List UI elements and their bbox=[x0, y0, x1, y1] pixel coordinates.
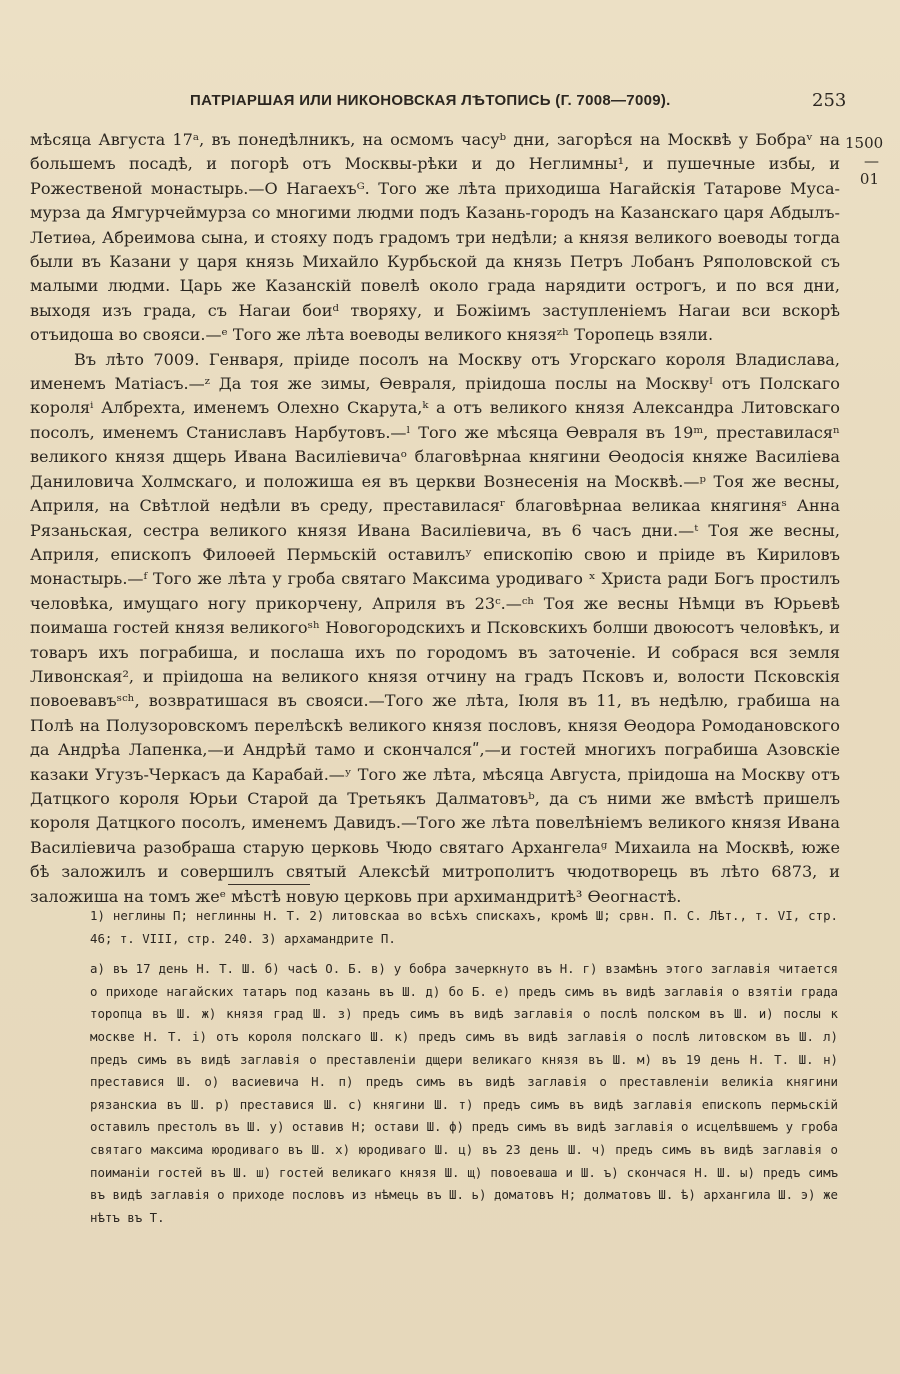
main-text bbox=[30, 128, 840, 909]
footnotes-numbered: 1) неглины П; неглинны Н. Т. 2) литовскаа во всѣхъ спискахъ, кромѣ Ш; срвн. П. С. Лѣт., т. VI, стр. 46; т. VIII, стр. 240. 3) архамандрите П. bbox=[90, 908, 838, 946]
running-header: ПАТРІАРШАЯ ИЛИ НИКОНОВСКАЯ ЛѢТОПИСЬ (Г. 7008—7009). bbox=[190, 92, 671, 109]
footnotes-lettered: а) въ 17 день Н. Т. Ш. б) часѣ О. Б. в) у бобра зачеркнуто въ Н. г) взамѣнъ этого заглавія читается о приходе нагайских татаръ под казань въ Ш. д) бо Б. е) предъ симъ въ видѣ заглавія о взятіи града торопца въ Ш. ж) князя град Ш. з) предъ симъ въ видѣ заглавія о послѣ полском въ Ш. и) послы к москве Н. Т. і) отъ короля полскаго Ш. к) предъ симъ въ видѣ заглавія о послѣ литовском въ Ш. л) предъ симъ въ видѣ заглавія о преставленіи дщери великаго князя въ Ш. м) въ 19 день Н. Т. Ш. н) преставися Ш. о) васиевича Н. п) предъ симъ въ видѣ заглавія о преставленіи великіа княгини рязанскиа въ Ш. р) преставися Ш. с) княгини Ш. т) предъ симъ въ видѣ заглавія епископъ пермьскій оставилъ престолъ въ Ш. у) оставив Н; остави Ш. ф) предъ симъ въ видѣ заглавія о исцелѣвшемъ у гроба святаго максима юродиваго въ Ш. х) юродиваго Ш. ц) въ 23 день Ш. ч) предъ симъ въ видѣ заглавія о поиманіи гостей въ Ш. ш) гостей великаго князя Ш. щ) повоеваша и Ш. ъ) скончася Н. Ш. ы) предъ симъ въ видѣ заглавія о приходе пословъ из нѣмець въ Ш. ь) доматовъ Н; долматовъ Ш. ѣ) архангила Ш. э) же нѣтъ въ Т. bbox=[90, 961, 838, 1225]
body-paragraph-2: Въ лѣто 7009. Генваря, пріиде посолъ на Москву отъ Угорскаго короля Владислава, именемъ Матіасъ.—ᶻ Да тоя же зимы, Ѳевраля, пріидоша послы на Москвуᴵ отъ Полскаго короляⁱ Албрехта, именемъ Олехно Скарута,ᵏ а отъ великого князя Александра Литовскаго посолъ, именемъ Станиславъ Нарбутовъ.—ˡ Того же мѣсяца Ѳевраля въ 19ᵐ, преставиласяⁿ великого князя дщерь Ивана Василіевичаᵒ благовѣрнаа княгини Ѳеодосія княже Василіева Даниловича Холмскаго, и положиша ея въ церкви Вознесенія на Москвѣ.—ᵖ Тоя же весны, Априля, на Свѣтлой недѣли въ среду, преставиласяʳ благовѣрнаа великаа княгиняˢ Анна Рязаньская, сестра великого князя Ивана Василіевича, въ 6 часъ дни.—ᵗ Тоя же весны, Априля, епископъ Филоѳей Пермьскій оставилъʸ епископію свою и пріиде въ Кириловъ монастырь.—ᶠ Того же лѣта у гроба святаго Максима уродиваго ˣ Христа ради Богъ простилъ человѣка, имущаго ногу прикорчену, Априля въ 23ᶜ.—ᶜʰ Тоя же весны Нѣмци въ Юрьевѣ поимаша гостей князя великогоˢʰ Новогородскихъ и Псковскихъ болши двоюсотъ человѣкъ, и товаръ ихъ пограбиша, и послаша ихъ по городомъ въ заточеніе. И собрася вся земля Ливонская², и пріидоша на великого князя отчину на градъ Псковъ и, волости Псковскія повоевавъˢᶜʰ, возвратишася въ свояси.—Того же лѣта, Іюля въ 11, въ недѣлю, грабиша на Полѣ на Полузоровскомъ перелѣскѣ великого князя пословъ, князя Ѳеодора Ромодановского да Андрѣа Лапенка,—и Андрѣй тамо и скончалсяʺ,—и гостей многихъ пограбиша Азовскіе казаки Угузъ-Черкасъ да Карабай.—ʸ Того же лѣта, мѣсяца Августа, пріидоша на Москву отъ Датцкого короля Юрьи Старой да Третьякъ Далматовъᵇ, да съ ними же вмѣстѣ пришелъ короля Датцкого посолъ, именемъ Давидъ.—Того же лѣта повелѣніемъ великого князя Ивана Василіевича разобраша старую церковь Чюдо святаго Архангелаᶢ Михаила на Москвѣ, юже бѣ заложилъ и совершилъ святый Алексѣй митрополитъ чюдотворець въ лѣто 6873, и заложиша на томъ жеᵉ мѣстѣ новую церковь при архимандритѣ³ Ѳеогнастѣ. bbox=[30, 349, 840, 906]
body-paragraph-1: мѣсяца Августа 17ᵃ, въ понедѣлникъ, на осмомъ часуᵇ дни, загорѣся на Москвѣ у Бобраᵛ на большемъ посадѣ, и погорѣ отъ Москвы-рѣки и до Неглимны¹, и пушечные избы, и Рожественой монастырь.—О Нагаехъᴳ. Того же лѣта приходиша Нагайскія Татарове Муса-мурза да Ямгурчеймурза со многими людми подъ Казань-городъ на Казанскаго царя Абдылъ-Летиѳа, Абреимова сына, и стояху подъ градомъ три недѣли; а князя великого воеводы тогда были въ Казани у царя князь Михайло Курбьской да князь Петръ Лобанъ Ряполовской съ малыми людми. Царь же Казанскій повелѣ около града нарядити острогъ, и по вся дни, выходя изъ града, съ Нагаи боиᵈ творяху, и Божіимъ заступленіемъ Нагаи вси вскорѣ отъидоша во свояси.—ᵉ Того же лѣта воеводы великого князяᶻʰ Торопець взяли. bbox=[30, 130, 840, 345]
page-number: 253 bbox=[812, 90, 847, 111]
footnotes bbox=[90, 905, 838, 1237]
margin-year-note bbox=[845, 134, 884, 188]
footnote-separator bbox=[228, 884, 310, 885]
margin-year-bottom: —01 bbox=[859, 152, 879, 188]
margin-year-top: 1500 bbox=[845, 134, 884, 152]
